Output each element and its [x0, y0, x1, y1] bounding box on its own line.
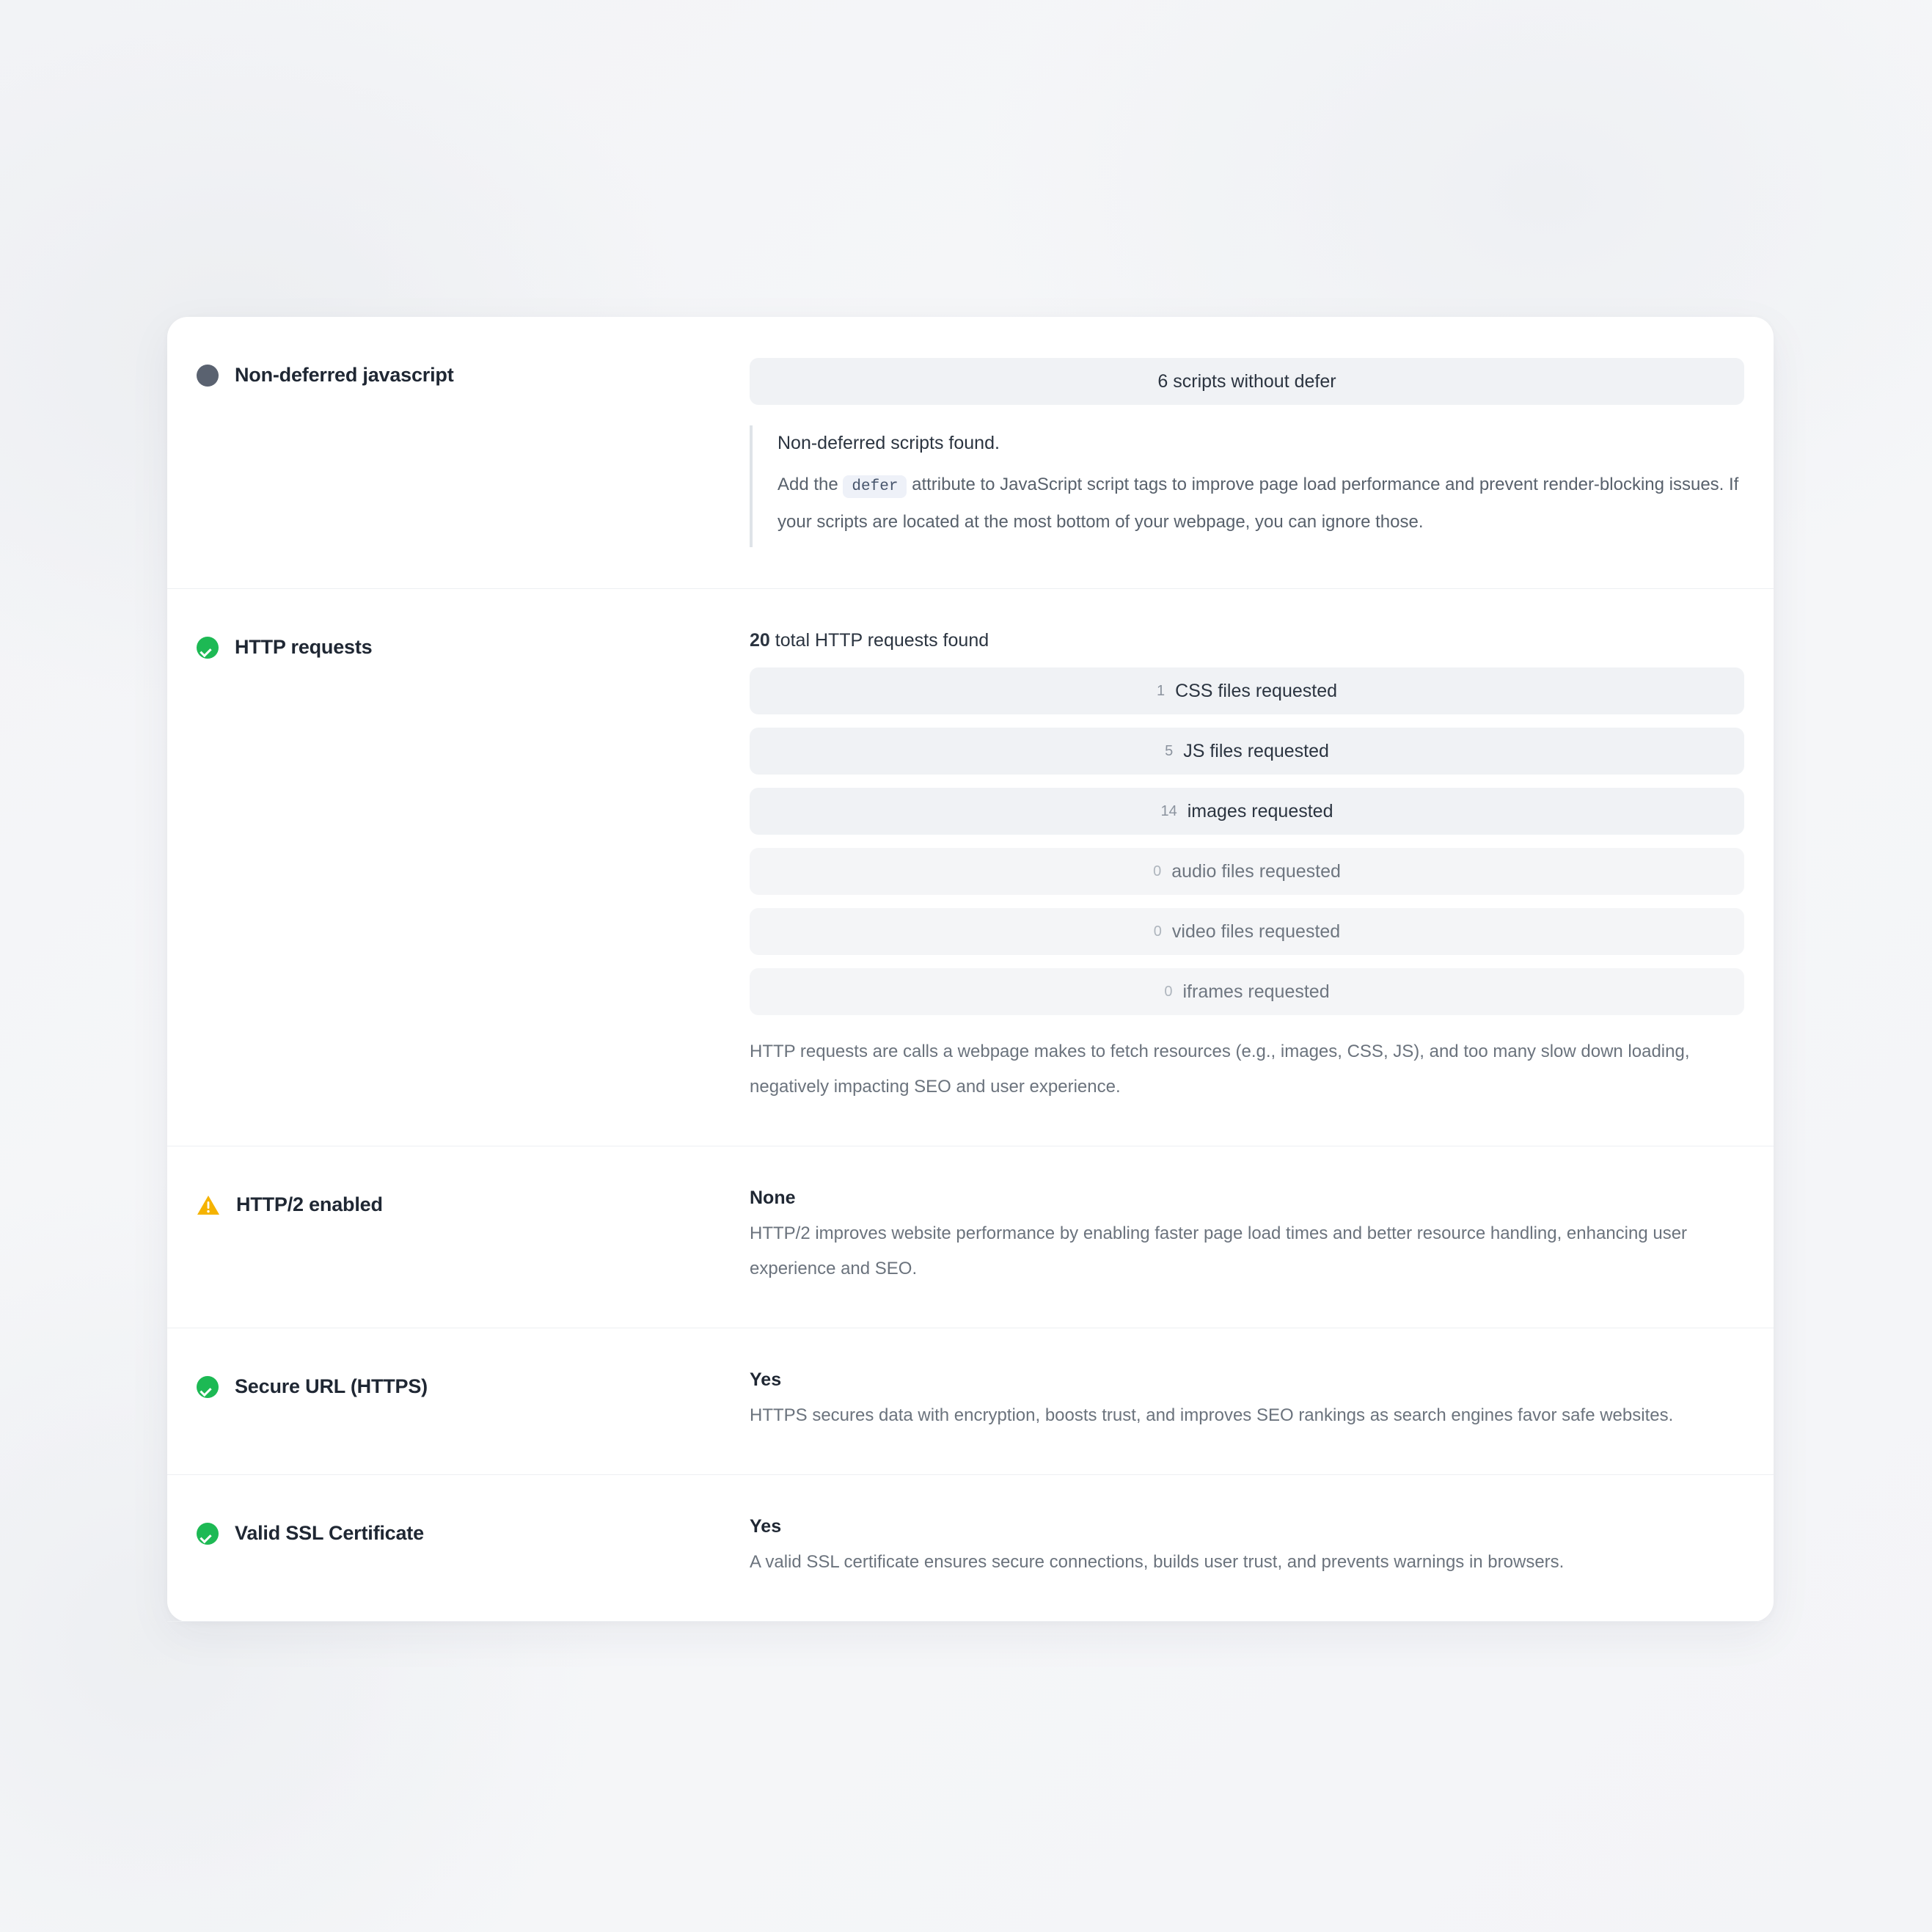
audit-row-secure-url-https — [167, 1328, 1774, 1475]
audit-row-non-deferred-javascript — [167, 317, 1774, 589]
resource-count: 14 — [1160, 802, 1177, 819]
audit-row-http-requests — [167, 589, 1774, 1146]
row-content — [732, 358, 1744, 547]
resource-count: 0 — [1153, 923, 1162, 940]
resource-label: CSS files requested — [1175, 680, 1338, 701]
resource-pill-js — [750, 728, 1744, 775]
pass-status-icon — [197, 1523, 219, 1545]
row-description: A valid SSL certificate ensures secure connections, builds user trust, and prevents warnings in browsers. — [750, 1552, 1565, 1572]
resource-label: audio files requested — [1171, 860, 1341, 882]
resource-label: video files requested — [1171, 921, 1341, 942]
row-label — [197, 1369, 732, 1399]
row-content — [732, 1369, 1744, 1433]
row-label — [197, 358, 732, 387]
pass-status-icon — [197, 637, 219, 659]
note-body — [777, 467, 1744, 540]
warning-status-icon — [197, 1194, 220, 1216]
row-label — [197, 1516, 732, 1545]
row-title: HTTP requests — [235, 636, 373, 658]
resource-pill-images — [750, 788, 1744, 835]
row-title: Secure URL (HTTPS) — [235, 1375, 428, 1397]
seo-audit-card — [167, 317, 1774, 1622]
note-text-after: attribute to JavaScript script tags to improve page load performance and prevent render-blocking issues. If your scripts are located at the most bottom of your webpage, you can ignore those. — [777, 475, 1739, 532]
scripts-without-defer-pill — [750, 358, 1744, 405]
resource-count: 0 — [1153, 863, 1162, 879]
note-title: Non-deferred scripts found. — [777, 433, 1000, 453]
row-value: None — [750, 1188, 796, 1208]
resource-pill-video — [750, 908, 1744, 955]
http-requests-summary — [750, 630, 1744, 651]
defer-code-token: defer — [843, 475, 907, 498]
resource-pill-iframes — [750, 968, 1744, 1015]
row-label — [197, 630, 732, 659]
row-title: Non-deferred javascript — [235, 364, 454, 386]
resource-count: 5 — [1165, 742, 1174, 759]
resource-label: iframes requested — [1182, 981, 1330, 1002]
resource-count: 0 — [1164, 983, 1173, 1000]
resource-pill-audio — [750, 848, 1744, 895]
resource-pill-css — [750, 667, 1744, 714]
resource-label: JS files requested — [1183, 740, 1329, 761]
row-description: HTTP requests are calls a webpage makes to fetch resources (e.g., images, CSS, JS), and too many slow down loading, negatively impacting SEO and user experience. — [750, 1042, 1690, 1097]
neutral-status-icon — [197, 365, 219, 387]
row-value: Yes — [750, 1369, 782, 1390]
pill-label: 6 scripts without defer — [1157, 370, 1336, 392]
row-content — [732, 1188, 1744, 1287]
note-text-before: Add the — [777, 475, 838, 494]
row-content — [732, 630, 1744, 1105]
http-requests-summary-text: total HTTP requests found — [775, 630, 989, 651]
pass-status-icon — [197, 1376, 219, 1398]
row-description: HTTP/2 improves website performance by enabling faster page load times and better resource handling, enhancing user experience and SEO. — [750, 1223, 1688, 1278]
row-content — [732, 1516, 1744, 1580]
row-label — [197, 1188, 732, 1217]
audit-row-valid-ssl-certificate — [167, 1475, 1774, 1622]
resource-count: 1 — [1156, 682, 1166, 699]
resource-label: images requested — [1187, 800, 1333, 822]
http-requests-total: 20 — [750, 630, 770, 651]
row-title: HTTP/2 enabled — [236, 1193, 383, 1215]
advice-note — [750, 425, 1744, 547]
row-description: HTTPS secures data with encryption, boosts trust, and improves SEO rankings as search engines favor safe websites. — [750, 1405, 1674, 1425]
row-value: Yes — [750, 1516, 782, 1537]
audit-row-http2-enabled — [167, 1146, 1774, 1328]
row-title: Valid SSL Certificate — [235, 1522, 424, 1544]
